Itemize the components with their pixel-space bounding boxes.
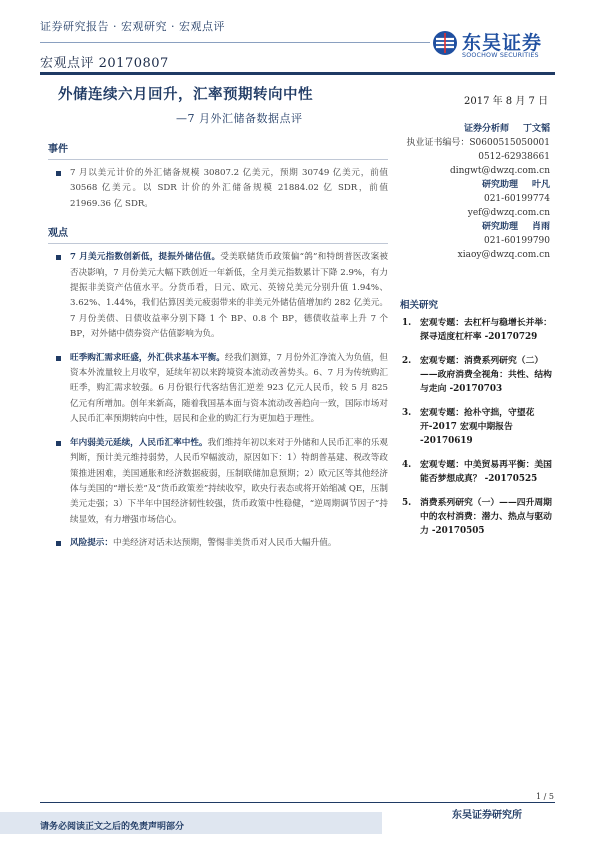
analyst-name: 叶凡 bbox=[531, 180, 550, 190]
viewpoint-text: 受美联储货币政策偏“鸽”和特朗普医改案被否决影响，7 月份美元大幅下跌创近一年新低，全月美元指数累计下降 2.9%，有力提振非美资产估值水平。分货币看，日元、欧元、英镑兑美元分别升值 1.94%、3.62%、1.44%，我们估算因美元疲弱带来的非美元外储估值增加约 282 亿美元。7 月份美债、日债收益率分别下降 1 个 BP、0.8 个 BP，德债收益率上升 7 个 BP，对外储中债券资产估值影响为负。 bbox=[70, 252, 388, 340]
related-item-text: 消费系列研究（一）——四升周期中的农村消费：潜力、热点与驱动力 -20170505 bbox=[420, 498, 552, 536]
square-bullet-icon bbox=[56, 255, 61, 260]
square-bullet-icon bbox=[56, 441, 61, 446]
analyst-block bbox=[400, 122, 550, 262]
viewpoint-heading: 观点 bbox=[48, 228, 68, 240]
risk-text: 中美经济对话未达预期，警惕非美货币对人民币大幅升值。 bbox=[112, 538, 337, 549]
company-logo bbox=[432, 28, 557, 62]
report-title: 外储连续六月回升，汇率预期转向中性 bbox=[58, 86, 313, 103]
analyst-phone: 021-60199774 bbox=[483, 194, 550, 204]
event-paragraph bbox=[48, 166, 388, 212]
square-bullet-icon bbox=[56, 171, 61, 176]
report-date: 2017 年 8 月 7 日 bbox=[464, 96, 549, 107]
header-rule bbox=[40, 42, 430, 43]
analyst-phone: 0512-62938661 bbox=[478, 152, 550, 162]
report-type: 宏观点评 20170807 bbox=[40, 56, 169, 71]
analyst-email[interactable]: xiaoy@dwzq.com.cn bbox=[457, 250, 550, 260]
viewpoint-text: 经我们测算，7 月份外汇净流入为负值，但资本外流量较上月收窄，延续年初以来跨境资本流动改善势头。6、7 月为传统购汇旺季，购汇需求较强。6 月份银行代客结售汇逆差 923 亿元人民币，较 5 月 825 亿元有所增加。创年来新高，随着我国基本面与资本流动改善趋向一致，国际市场对人民币汇率预期转向中性，居民和企业的购汇行为更加趋于理性。 bbox=[70, 352, 388, 425]
event-text: 7 月以美元计价的外汇储备规模 30807.2 亿美元，预期 30749 亿美元，前值 30568 亿美元。以 SDR 计价的外汇储备规模 21884.02 亿 SDR，前值 21969.36 亿 SDR。 bbox=[70, 168, 388, 209]
breadcrumb: 证券研究报告 · 宏观研究 · 宏观点评 bbox=[40, 20, 225, 33]
related-item-text: 宏观专题：消费系列研究（二）——政府消费全视角：共性、结构与走向 -20170703 bbox=[420, 356, 552, 394]
square-bullet-icon bbox=[56, 356, 61, 361]
analyst-phone: 021-60199790 bbox=[483, 236, 550, 246]
related-item-text: 宏观专题：去杠杆与稳增长并举：探寻适度杠杆率 -20170729 bbox=[420, 318, 552, 342]
viewpoint-lead: 旺季购汇需求旺盛，外汇供求基本平衡。 bbox=[70, 352, 225, 363]
page-number: 1 / 5 bbox=[536, 792, 554, 801]
footer-rule bbox=[40, 802, 555, 803]
related-item[interactable]: 1. 宏观专题：去杠杆与稳增长并举：探寻适度杠杆率 -20170729 bbox=[402, 318, 552, 342]
analyst-email[interactable]: yef@dwzq.com.cn bbox=[467, 208, 550, 218]
risk-paragraph bbox=[48, 536, 388, 551]
analyst-cert: 执业证书编号：S0600515050001 bbox=[406, 138, 550, 148]
related-item[interactable]: 2. 宏观专题：消费系列研究（二）——政府消费全视角：共性、结构与走向 -20170703 bbox=[402, 356, 552, 394]
viewpoint-lead: 年内弱美元延续，人民币汇率中性。 bbox=[70, 437, 208, 448]
soochow-logo-icon bbox=[432, 30, 458, 56]
header-band bbox=[40, 72, 555, 75]
related-item[interactable]: 4. 宏观专题：中美贸易再平衡：美国能否梦想成真？ -20170525 bbox=[402, 460, 552, 484]
analyst-panel bbox=[400, 122, 550, 262]
analyst-email[interactable]: dingwt@dwzq.com.cn bbox=[449, 166, 550, 176]
section-rule bbox=[48, 243, 388, 244]
risk-lead: 风险提示： bbox=[70, 538, 113, 549]
viewpoint-paragraph bbox=[48, 436, 388, 528]
analyst-name: 丁文韬 bbox=[522, 124, 550, 134]
report-subtitle: —7 月外汇储备数据点评 bbox=[176, 112, 303, 125]
related-item-text: 宏观专题：中美贸易再平衡：美国能否梦想成真？ -20170525 bbox=[420, 460, 552, 484]
footer-disclaimer: 请务必阅读正文之后的免责声明部分 bbox=[40, 822, 185, 832]
related-heading: 相关研究 bbox=[400, 300, 439, 311]
viewpoint-paragraph bbox=[48, 351, 388, 428]
event-heading: 事件 bbox=[48, 144, 68, 155]
viewpoint-text: 我们维持年初以来对于外储和人民币汇率的乐观判断，预计美元维持弱势，人民币窄幅波动，原因如下：1）特朗普基建、税改等政策推进困难，美国通胀和经济数据疲弱，压制联储加息预期；2）欧元区等其他经济体与美国的“增长差”及“货币政策差”持续收窄，欧央行表态或将开始缩减 QE，压制美元走强；3）下半年中国经济韧性较强，货币政策中性稳健，“逆周期调节因子”持续显效，有力增强市场信心。 bbox=[70, 437, 388, 525]
analyst-role: 研究助理 bbox=[481, 180, 518, 190]
related-item[interactable]: 3. 宏观专题：抢朴守拙，守望花开-2017 宏观中期报告 -20170619 bbox=[402, 408, 535, 446]
square-bullet-icon bbox=[56, 541, 61, 546]
viewpoint-lead: 7 月美元指数创新低，提振外储估值。 bbox=[70, 252, 221, 263]
section-rule bbox=[48, 159, 388, 160]
main-content bbox=[48, 140, 388, 552]
logo-english: SOOCHOW SECURITIES bbox=[462, 52, 539, 59]
related-item-text: 宏观专题：抢朴守拙，守望花开-2017 宏观中期报告 -20170619 bbox=[420, 408, 535, 446]
analyst-name: 肖雨 bbox=[531, 222, 550, 232]
footer-organization: 东吴证券研究所 bbox=[452, 810, 522, 821]
analyst-role: 研究助理 bbox=[481, 222, 518, 232]
related-list bbox=[402, 316, 552, 548]
viewpoint-paragraph bbox=[48, 250, 388, 342]
logo-name: 东吴证券 bbox=[462, 32, 543, 54]
analyst-role: 证券分析师 bbox=[463, 124, 509, 134]
related-item[interactable]: 5. 消费系列研究（一）——四升周期中的农村消费：潜力、热点与驱动力 -20170505 bbox=[402, 498, 552, 536]
